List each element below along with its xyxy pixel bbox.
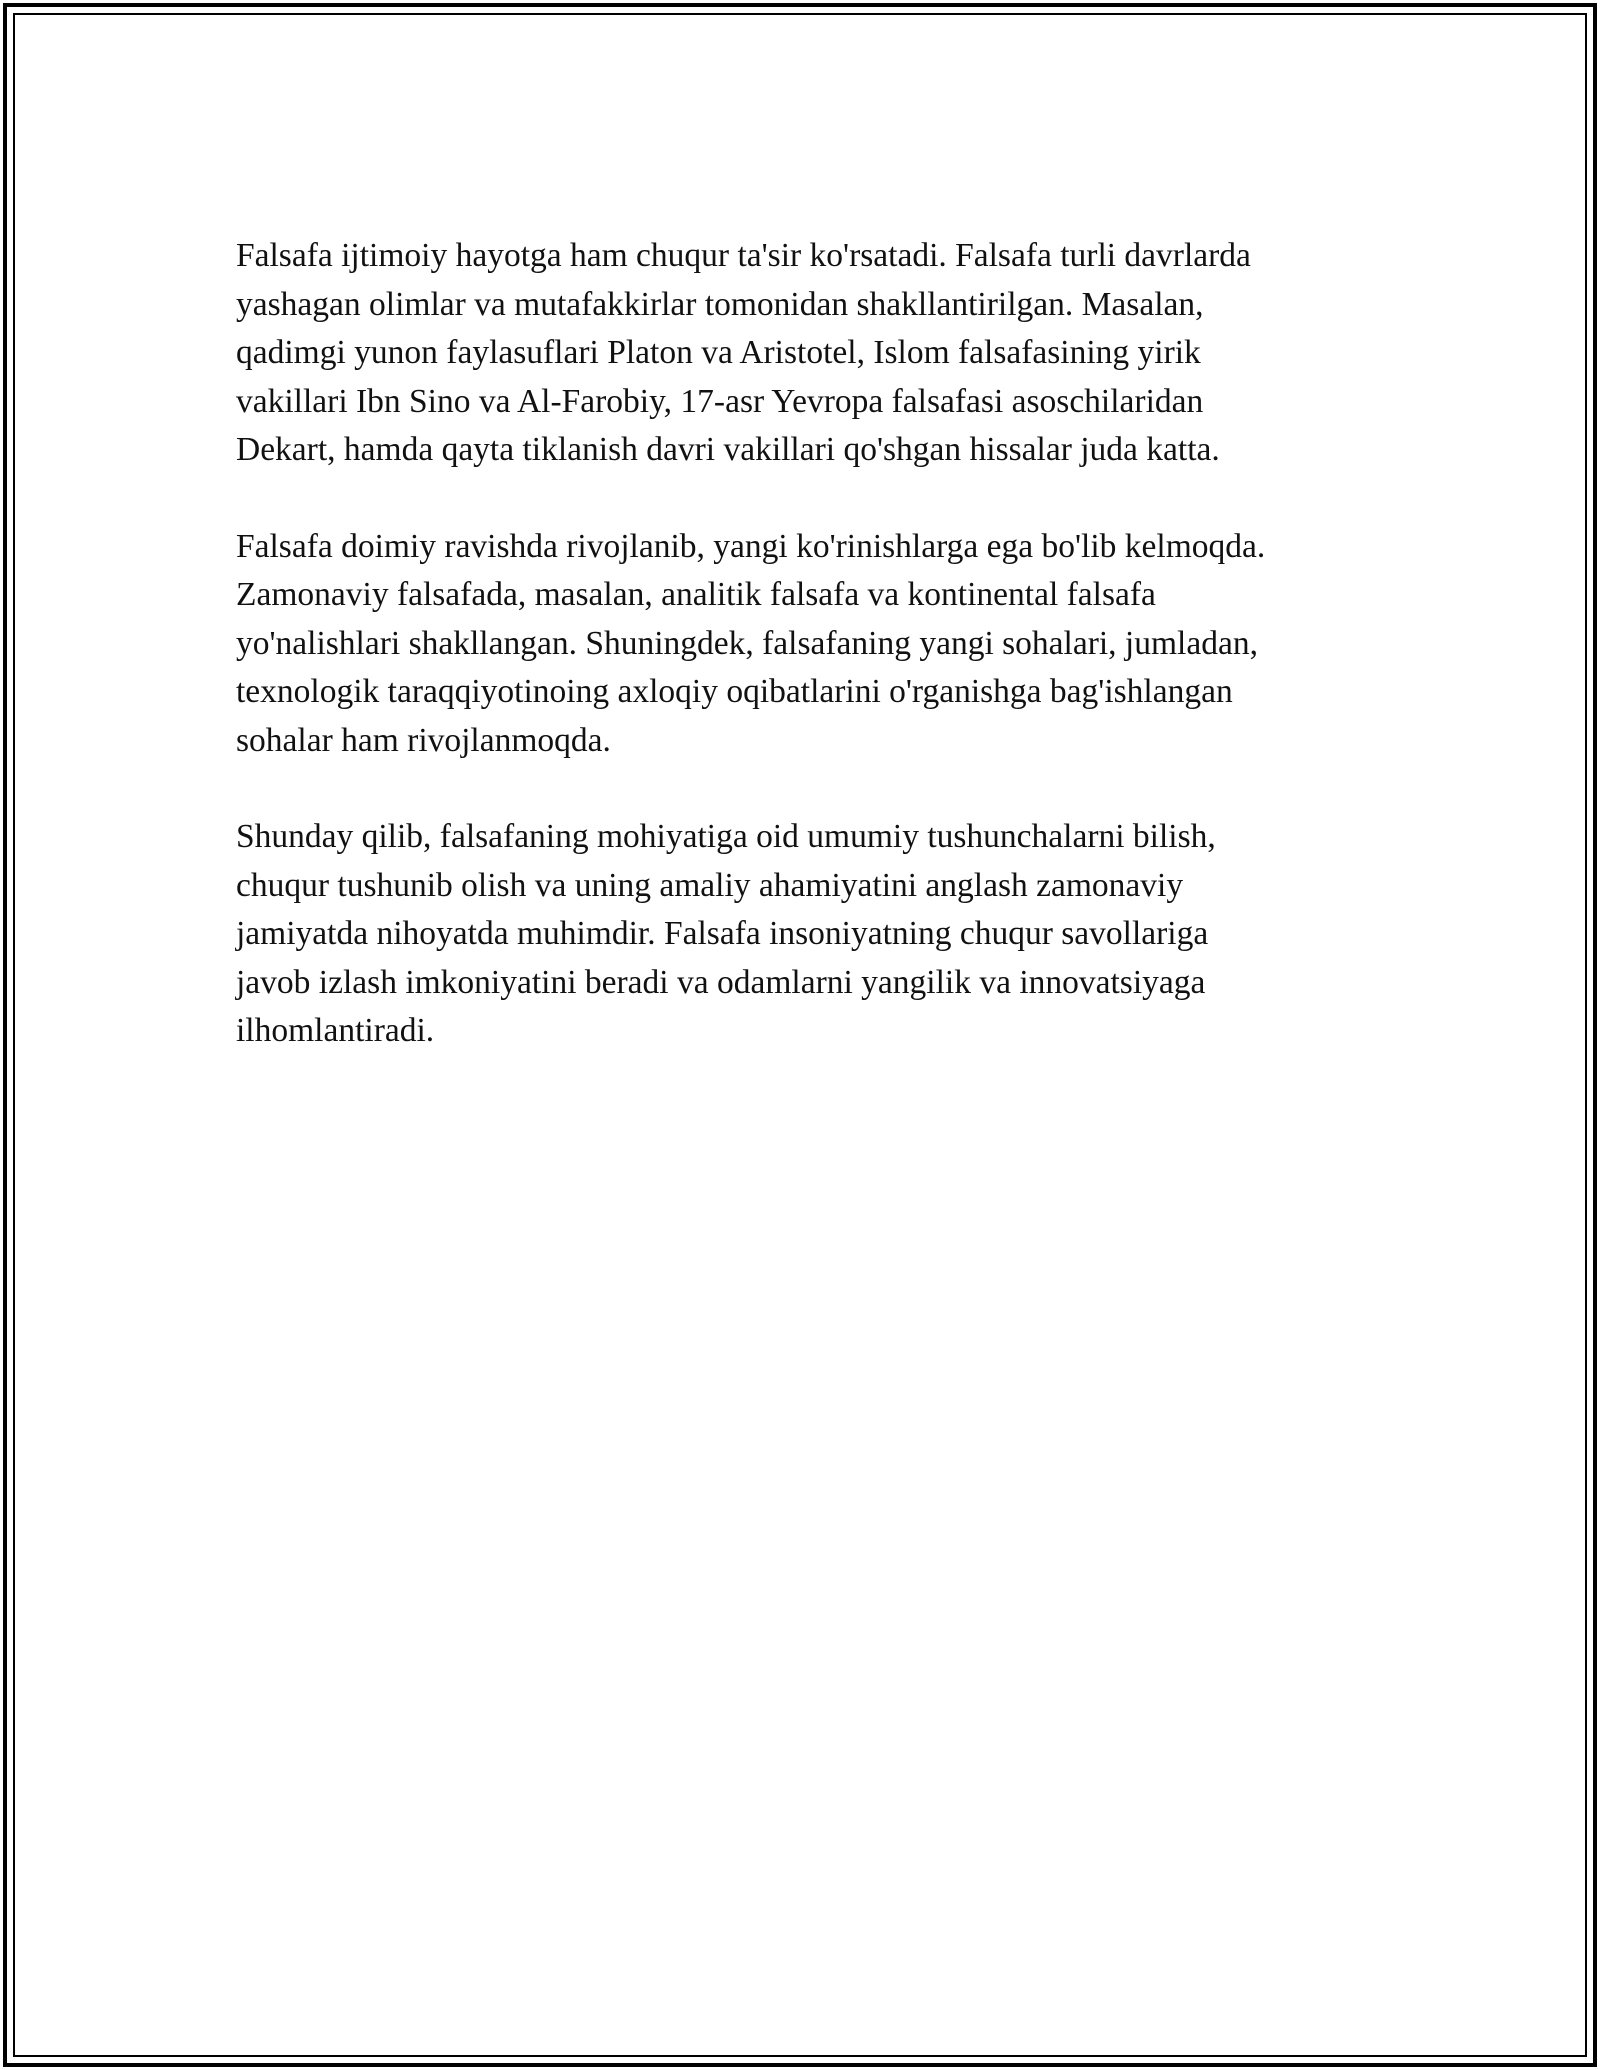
text-line: Zamonaviy falsafada, masalan, analitik falsafa va kontinental falsafa (236, 576, 1156, 613)
text-line: Dekart, hamda qayta tiklanish davri vakillari qo'shgan hissalar juda katta. (236, 431, 1220, 468)
text-line: Falsafa ijtimoiy hayotga ham chuqur ta'sir ko'rsatadi. Falsafa turli davrlarda (236, 237, 1251, 274)
paragraph-3 (236, 813, 1376, 1056)
text-line: jamiyatda nihoyatda muhimdir. Falsafa insoniyatning chuqur savollariga (236, 915, 1209, 952)
text-line: Shunday qilib, falsafaning mohiyatiga oid umumiy tushunchalarni bilish, (236, 818, 1216, 855)
paragraph-1 (236, 232, 1376, 475)
text-line: yo'nalishlari shakllangan. Shuningdek, falsafaning yangi sohalari, jumladan, (236, 624, 1258, 662)
text-line: Falsafa doimiy ravishda rivojlanib, yangi ko'rinishlarga ega bo'lib kelmoqda. (236, 527, 1266, 565)
text-line: texnologik taraqqiyotinoing axloqiy oqibatlarini o'rganishga bag'ishlangan (236, 673, 1233, 710)
text-line: javob izlash imkoniyatini beradi va odamlarni yangilik va innovatsiyaga (236, 963, 1206, 1001)
text-line: ilhomlantiradi. (236, 1012, 435, 1049)
document-body (236, 232, 1376, 1104)
text-line: chuqur tushunib olish va uning amaliy ahamiyatini anglash zamonaviy (236, 866, 1184, 904)
text-line: sohalar ham rivojlanmoqda. (236, 721, 611, 759)
text-line: qadimgi yunon faylasuflari Platon va Aristotel, Islom falsafasining yirik (236, 334, 1201, 371)
text-line: vakillari Ibn Sino va Al-Farobiy, 17-asr Yevropa falsafasi asoschilaridan (236, 382, 1204, 420)
text-line: yashagan olimlar va mutafakkirlar tomonidan shakllantirilgan. Masalan, (236, 285, 1204, 323)
paragraph-2 (236, 523, 1376, 766)
